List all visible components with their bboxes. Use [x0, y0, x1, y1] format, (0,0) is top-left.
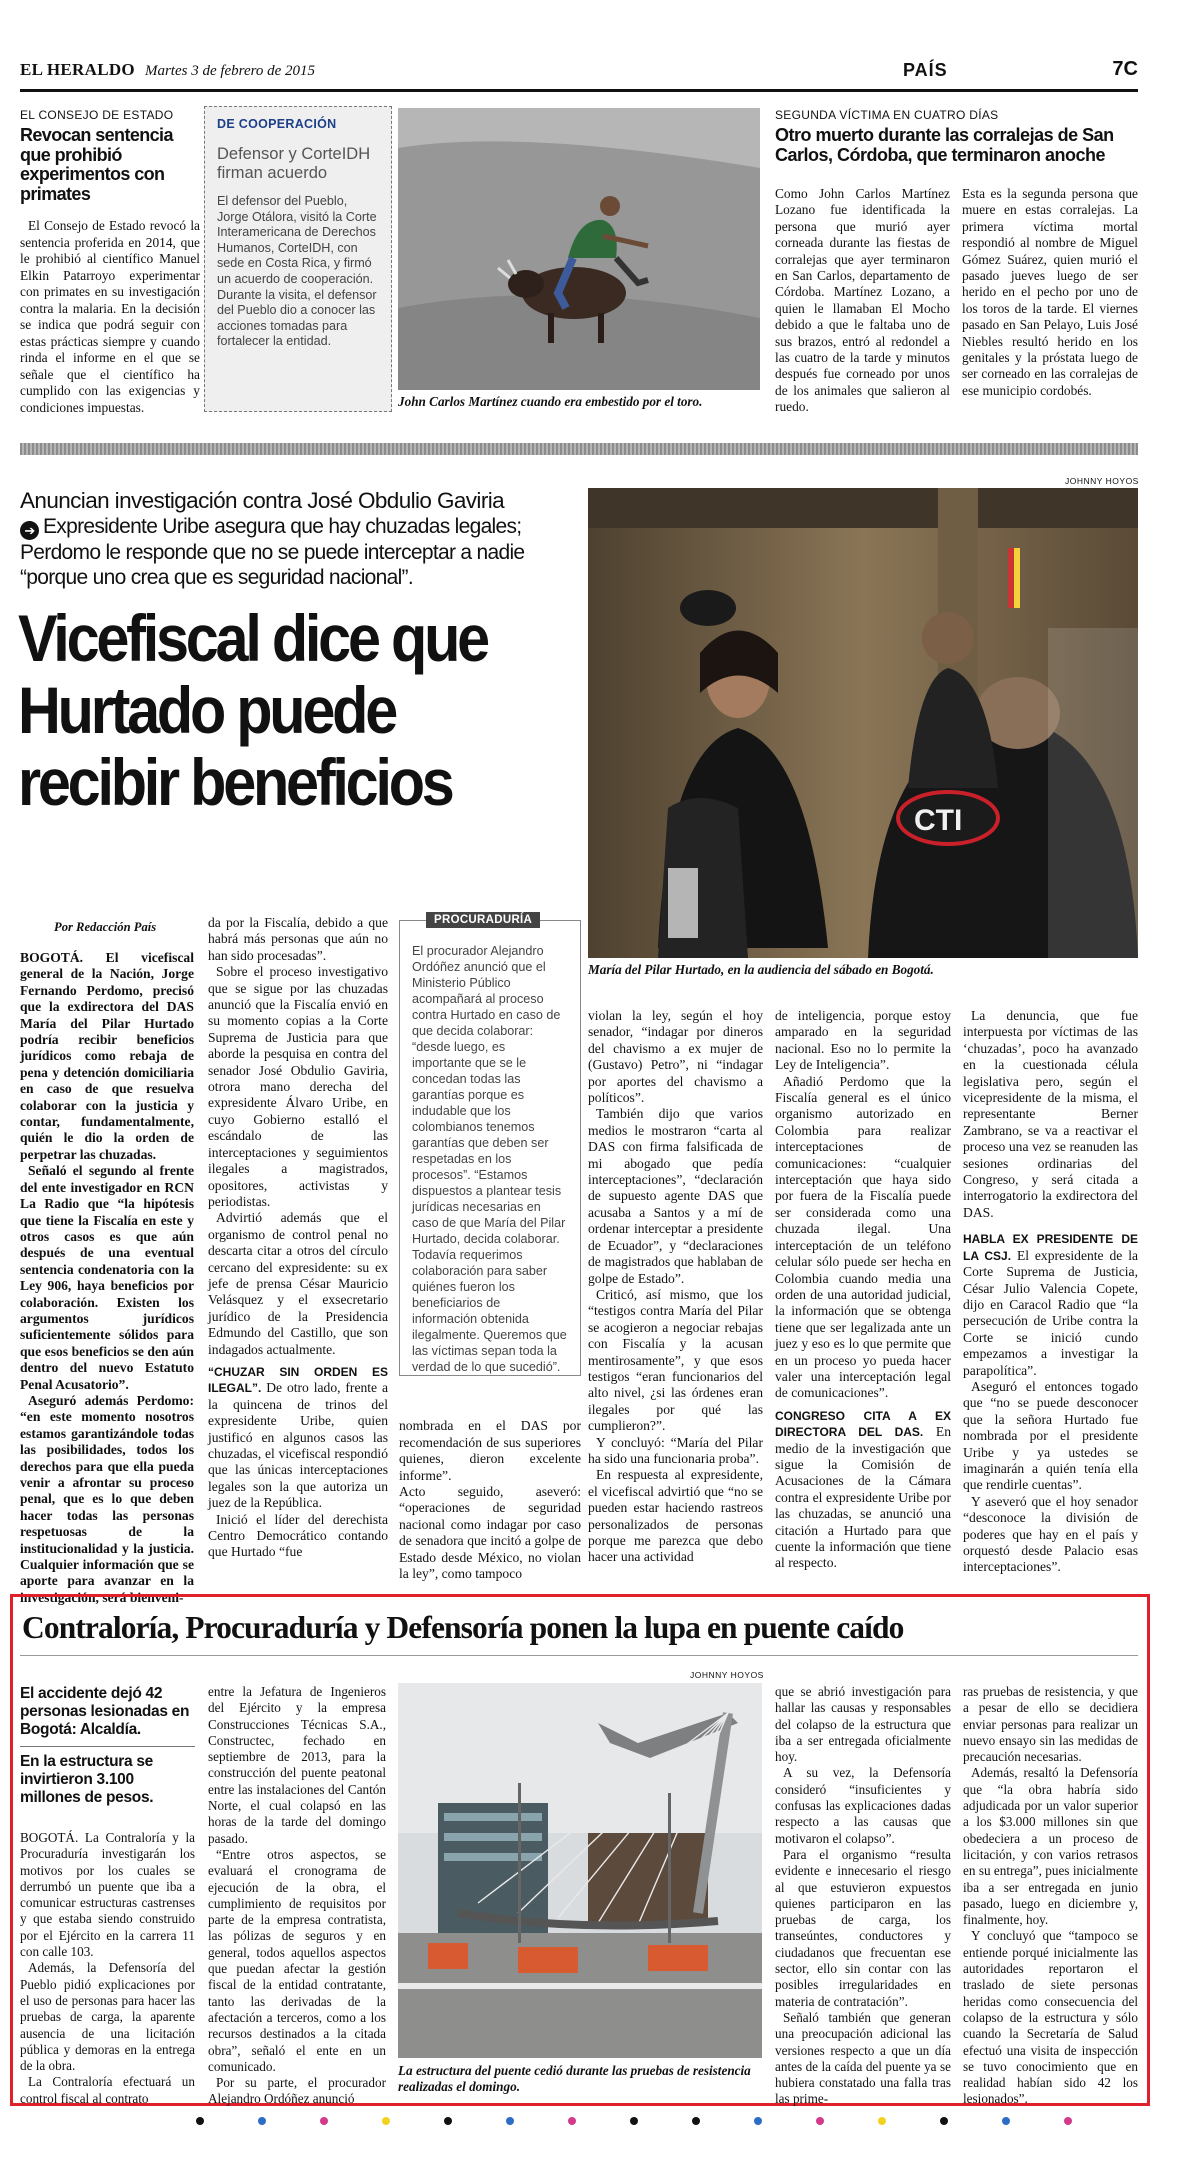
registration-strip [20, 2113, 1138, 2123]
story-primates-headline: Revocan sentencia que prohibió experimentos con primates [20, 125, 173, 204]
header-rule [20, 89, 1138, 92]
issue-date: Martes 3 de febrero de 2015 [144, 63, 316, 79]
cti-logo-text: CTI [914, 804, 963, 837]
bottom-col3: que se abrió investigación para hallar las causas y responsables del colapso de la estructura que iba a ser entregada oficialmente hoy. A su vez, la Defensoría consideró “insuficientes y confusas las explicaciones dadas respecto a las causas que motivaron el colapso”. Para el organismo “resulta evidente e innecesario el riesgo al que estuvieron expuestos quienes participaron en las pruebas de carga, los transeúntes, conductores y ciudadanos que frecuentan ese sector, ello sin contar con las posibles irregularidades en materia de contratación”. Señaló también que generan una preocupación adicional las versiones respecto a que un día antes de la caída del puente ya se hubiera constatado una falla tras las prime- [775, 1684, 951, 2107]
story-primates-kicker: EL CONSEJO DE ESTADO [20, 108, 174, 122]
bottom-col4: ras pruebas de resistencia, y que a pesar de ello se decidiera enviar personas para realizar un nuevo ensayo sin las medidas de precaución necesarias. Además, resaltó la Defensoría que “la obra habría sido adjudicada por un valor superior a los $3.000 millones sin que obedeciera a un proceso de licitación, y con varios retrasos en su entrega”, pues inicialmente iba a ser entregada en junio pasado, luego en diciembre y, finalmente, hoy. Y concluyó que “tampoco se entiende porqué inicialmente las autoridades reportaron el traslado de siete personas heridas como consecuencia del colapso de la estructura y sólo cuando la Secretaría de Salud efectuó una visita de inspección se tuvo conocimiento que en realidad habían sido 42 los lesionados”. [963, 1684, 1138, 2107]
registration-dot [816, 2117, 824, 2125]
registration-dot [630, 2117, 638, 2125]
summary-divider [20, 1746, 195, 1747]
story-corralejas [775, 108, 1138, 165]
main-deck [20, 514, 585, 590]
registration-dot [754, 2117, 762, 2125]
masthead [20, 60, 1138, 90]
story-corralejas-kicker: SEGUNDA VÍCTIMA EN CUATRO DÍAS [775, 108, 999, 122]
bottom-headline: Contraloría, Procuraduría y Defensoría ponen la lupa en puente caído [22, 1610, 904, 1645]
photo-bullfight-caption: John Carlos Martínez cuando era embestido por el toro. [398, 394, 703, 409]
registration-dot [1064, 2117, 1072, 2125]
registration-dot [568, 2117, 576, 2125]
bottom-photo-credit: JOHNNY HOYOS [690, 1670, 764, 1680]
photo-hurtado-hearing [588, 488, 1138, 958]
main-col6-subhead: HABLA EX PRESIDENTE DE LA CSJ. [963, 1232, 1138, 1263]
box-cooperacion-title: Defensor y CorteIDH firman acuerdo [217, 145, 371, 182]
paper-name: EL HERALDO [20, 60, 135, 79]
registration-dot [940, 2117, 948, 2125]
arrow-circle-icon: ➔ [20, 521, 39, 540]
registration-dot [878, 2117, 886, 2125]
box-cooperacion-kicker: DE COOPERACIÓN [217, 117, 337, 131]
box-cooperacion-body: El defensor del Pueblo, Jorge Otálora, visitó la Corte Interamericana de Derechos Humanos, CorteIDH, con sede en Costa Rica, y firmó un acuerdo de cooperación. Durante la visita, el defensor del Pueblo dio a conocer las acciones tomadas para fortalecer la entidad. [217, 194, 377, 349]
story-primates [20, 108, 200, 416]
box-cooperacion [204, 106, 392, 412]
registration-dot [506, 2117, 514, 2125]
box-procuraduria [399, 914, 581, 1376]
main-col3-under-box: nombrada en el DAS por recomendación de sus superiores quienes, dieron excelente informe”. Acto seguido, aseveró: “operaciones de seguridad nacional como indagar por caso de senadora que incitó a golpe de Estado desde México, no violan la ley”, como tampoco [399, 1418, 581, 1582]
main-photo-caption: María del Pilar Hurtado, en la audiencia del sábado en Bogotá. [588, 962, 934, 977]
bullfight-illustration [398, 108, 760, 390]
registration-marks [20, 2116, 1138, 2126]
main-photo-credit: JOHNNY HOYOS [1065, 476, 1139, 486]
main-overline: Anuncian investigación contra José Obdulio Gaviria [20, 488, 505, 513]
registration-dot [382, 2117, 390, 2125]
registration-dot [320, 2117, 328, 2125]
registration-dot [1002, 2117, 1010, 2125]
bridge-illustration [398, 1683, 762, 2058]
main-col2-subhead: “CHUZAR SIN ORDEN ES ILEGAL”. [208, 1364, 388, 1396]
main-col2: da por la Fiscalía, debido a que habrá más personas que aún no han sido procesadas”. Sobre el proceso investigativo que se sigue por las chuzadas anunció que la Fiscalía envió en su momento copias a la Corte Suprema de Justicia para que aborde la pesquisa en contra del senador José Obdulio Gaviria, otrora mano derecha del expresidente Álvaro Uribe, en cuyo Gobierno estalló el escándalo de las interceptaciones y seguimientos ilegales a magistrados, opositores, activistas y periodistas. Advirtió además que el organismo de control penal no descarta citar a otros del círculo cercano del expresidente: su ex jefe de prensa César Mauricio Velásquez y el exsecretario jurídico de la Presidencia Edmundo del Castillo, que son indagados actualmente. “CHUZAR SIN ORDEN ES ILEGAL”. De otro lado, frente a la quincena de trinos del expresidente Uribe, quien justificó en algunos casos las chuzadas, el vicefiscal respondió que las únicas interceptaciones legales son la que autoriza un juez de la República. Inició el líder del derechista Centro Democrático contando que Hurtado “fue [208, 915, 388, 1560]
hearing-illustration [588, 488, 1138, 958]
registration-dot [196, 2117, 204, 2125]
main-col1: BOGOTÁ. El vicefiscal general de la Nación, Jorge Fernando Perdomo, precisó que la exdirectora del DAS María del Pilar Hurtado podría recibir beneficios jurídicos como rebaja de pena y detención domiciliaria en caso de que resuelva colaborar con la justicia y contar, fundamentalmente, quién le dio la orden de perpetrar las chuzadas. Señaló el segundo al frente del ente investigador en RCN La Radio que “la hipótesis que tiene la Fiscalía en este y otros casos es que aún después de una eventual sentencia condenatoria con la Ley 906, haya beneficios por colaboración. Existen los argumentos jurídicos suficientemente sólidos para que esos beneficios se den aún dentro del nuevo Estatuto Penal Acusatorio”. Aseguró además Perdomo: “en este momento nosotros estamos garantizándole todas las posibilidades, todos los derechos para que ella pueda venir a afrontar su proceso penal, que es lo que deben hacer todas las personas respetuosas de la institucionalidad y la justicia. Cualquier información que se aporte para avanzar en la investigación, será bienveni- [20, 950, 194, 1605]
story-corralejas-col1: Como John Carlos Martínez Lozano fue identificada la persona que murió ayer corneada durante las fiestas de corralejas que ayer terminaron en San Carlos, departamento de Córdoba. Martínez Lozano, a quien le llamaban El Mocho debido a que le faltaba uno de sus brazos, entró al redondel a las cuatro de la tarde y minutos después fue corneado por unos de los animales que salieron al ruedo. [775, 186, 950, 415]
main-col4: violan la ley, según el hoy senador, “indagar por dineros del chavismo a ex mujer de (Gustavo) Petro”, ni “indagar por aportes del chavismo a políticos”. También dijo que varios medios le mostraron “carta al DAS con firma falsificada de mi abogado que pedía interceptaciones”, “declaración de supuesto agente DAS que acusaba a Santos y a mí de ordenar interceptar a presidente de Ecuador”, y “declaraciones de magistrados que hablaban de golpe de Estado”. Criticó, así mismo, que los “testigos contra María del Pilar se acogieron a negociar rebajas con Fiscalía y la acusan mentirosamente”, y que esos testigos “eran funcionarios del alto nivel, ¿si las órdenes eran ilegales por qué las cumplieron?”. Y concluyó: “María del Pilar ha sido una funcionaria proba”. En respuesta al expresidente, el vicefiscal advirtió que “no se pueden estar haciendo rastreos personalizados de personas porque me parezca que debo hacer una actividad [588, 1008, 763, 1565]
section-name: PAÍS [903, 60, 948, 80]
box-procuraduria-kicker: PROCURADURÍA [426, 912, 540, 928]
bottom-summary-2: En la estructura se invirtieron 3.100 millones de pesos. [20, 1753, 154, 1806]
story-primates-body: El Consejo de Estado revocó la sentencia proferida en 2014, que le prohibió al científico Manuel Elkin Patarroyo experimentar con primates en su investigación contra la malaria. En la decisión se indica que podrá seguir con estas prácticas siempre y cuando rinda el informe en el que se señale que el científico ha cumplido con las exigencias y condiciones impuestas. [20, 218, 200, 415]
bottom-col1: BOGOTÁ. La Contraloría y la Procuraduría investigarán los motivos por los cuales se derrumbó un puente que iba a comunicar estructuras castrenses y que estaba siendo construido por el Ejército en la carrera 11 con calle 103. Además, la Defensoría del Pueblo pidió explicaciones por el uso de personas para hacer las pruebas de carga, la aparente ausencia de una licitación pública y demoras en la entrega de la obra. La Contraloría efectuará un control fiscal al contrato [20, 1830, 195, 2106]
bottom-photo-caption: La estructura del puente cedió durante las pruebas de resistencia realizadas el domingo. [398, 2063, 751, 2094]
main-col6: La denuncia, que fue interpuesta por víctimas de las ‘chuzadas’, poco ha avanzado en la cuestionada célula legislativa pero, según el vicepresidente de la misma, el representante Berner Zambrano, se va a reactivar el proceso una vez se reanuden las sesiones ordinarias del Congreso, y será citada a interrogatorio la exdirectora del DAS. HABLA EX PRESIDENTE DE LA CSJ. El expresidente de la Corte Suprema de Justicia, César Julio Valencia Copete, dijo en Caracol Radio que “la persecución de Uribe contra la Corte se inició cundo empezamos a investigar la parapolítica”. Aseguró el entonces togado que “no se puede desconocer que la señora Hurtado fue nombrada por el presidente Uribe y ya ustedes se imaginarán a quién tenía ella que rendirle cuentas”. Y aseveró que el hoy senador “desconoce la división de poderes que hay en el país y orquestó desde Palacio esas interceptaciones”. [963, 1008, 1138, 1575]
registration-dot [692, 2117, 700, 2125]
story-corralejas-headline: Otro muerto durante las corralejas de San Carlos, Córdoba, que terminaron anoche [775, 125, 1114, 165]
photo-collapsed-bridge [398, 1683, 762, 2058]
bottom-summary-1: El accidente dejó 42 personas lesionadas en Bogotá: Alcaldía. [20, 1685, 190, 1738]
registration-dot [444, 2117, 452, 2125]
bottom-headline-rule [20, 1655, 1138, 1656]
main-col5: de inteligencia, porque estoy amparado en la seguridad nacional. Eso no lo permite la Ley de Inteligencia”. Añadió Perdomo que la Fiscalía general es el único organismo autorizado en Colombia para realizar interceptaciones de comunicaciones: “cualquier interceptación que haya sido por fuera de la Fiscalía puede ser considerada como una chuzada ilegal. Una interceptación de un teléfono celular sólo puede ser hecha en Colombia cuando media una orden de una autoridad judicial, la información que se obtenga tiene que ser legalizada ante un juez y eso es lo que permite que en un proceso yo pueda hacer valer una interceptación legal de comunicaciones”. CONGRESO CITA A EX DIRECTORA DEL DAS. En medio de la investigación que sigue la Comisión de Acusaciones de la Cámara contra el expresidente Uribe por las chuzadas, se anunció una citación a Hurtado para que cuente la información que tiene al respecto. [775, 1008, 951, 1571]
story-corralejas-col2: Esta es la segunda persona que muere en estas corralejas. La primera víctima mortal respondió al nombre de Miguel Gómez Suárez, quien murió el pasado jueves luego de ser herido en el pecho por uno de los toros de la tarde. El viernes pasado en San Pelayo, Luis José Niebles resultó herido en los genitales y la próstata luego de ser corneado en las corralejas de ese municipio cordobés. [962, 186, 1138, 398]
page-number: 7C [1112, 58, 1138, 80]
main-deck-text: Expresidente Uribe asegura que hay chuzadas legales; Perdomo le responde que no se puede interceptar a nadie “porque uno crea que es seguridad nacional”. [20, 515, 525, 589]
main-col5-subhead: CONGRESO CITA A EX DIRECTORA DEL DAS. [775, 1408, 951, 1440]
separator-band [20, 443, 1138, 455]
bottom-col2: entre la Jefatura de Ingenieros del Ejército y la empresa Construcciones Técnicas S.A., Constructec, fechado en septiembre de 2013, para la construcción del puente peatonal entre las instalaciones del Cantón Norte, el cual colapsó en las horas de la tarde del domingo pasado. “Entre otros aspectos, se evaluará el cronograma de ejecución de la obra, el cumplimiento de requisitos por parte de la empresa contratista, las pólizas de seguros y en general, todos aquellos aspectos que puedan afectar la gestión fiscal de la entidad contratante, tanto las derivadas de la afectación a terceros, como a los recursos destinados a la citada obra”, señaló el ente en un comunicado. Por su parte, el procurador Alejandro Ordóñez anunció [208, 1684, 386, 2107]
main-byline: Por Redacción País [54, 920, 157, 934]
registration-dot [258, 2117, 266, 2125]
photo-bullfight [398, 108, 760, 390]
box-procuraduria-body: El procurador Alejandro Ordóñez anunció que el Ministerio Público acompañará al proceso contra Hurtado en caso de que decida colaborar: “desde luego, es importante que se le concedan todas las garantías porque es indudable que los colombianos tenemos garantías que deben ser respetadas en los procesos”. “Estamos dispuestos a plantear tesis jurídicas necesarias en caso de que María del Pilar Hurtado, decida colaborar. Todavía requerimos colaboración para saber quiénes fueron los beneficiarios de información obtenida ilegalmente. Queremos que las víctimas sepan toda la verdad de lo que sucedió”. [412, 944, 567, 1374]
main-headline: Vicefiscal dice que Hurtado puede recibir beneficios [18, 601, 487, 819]
